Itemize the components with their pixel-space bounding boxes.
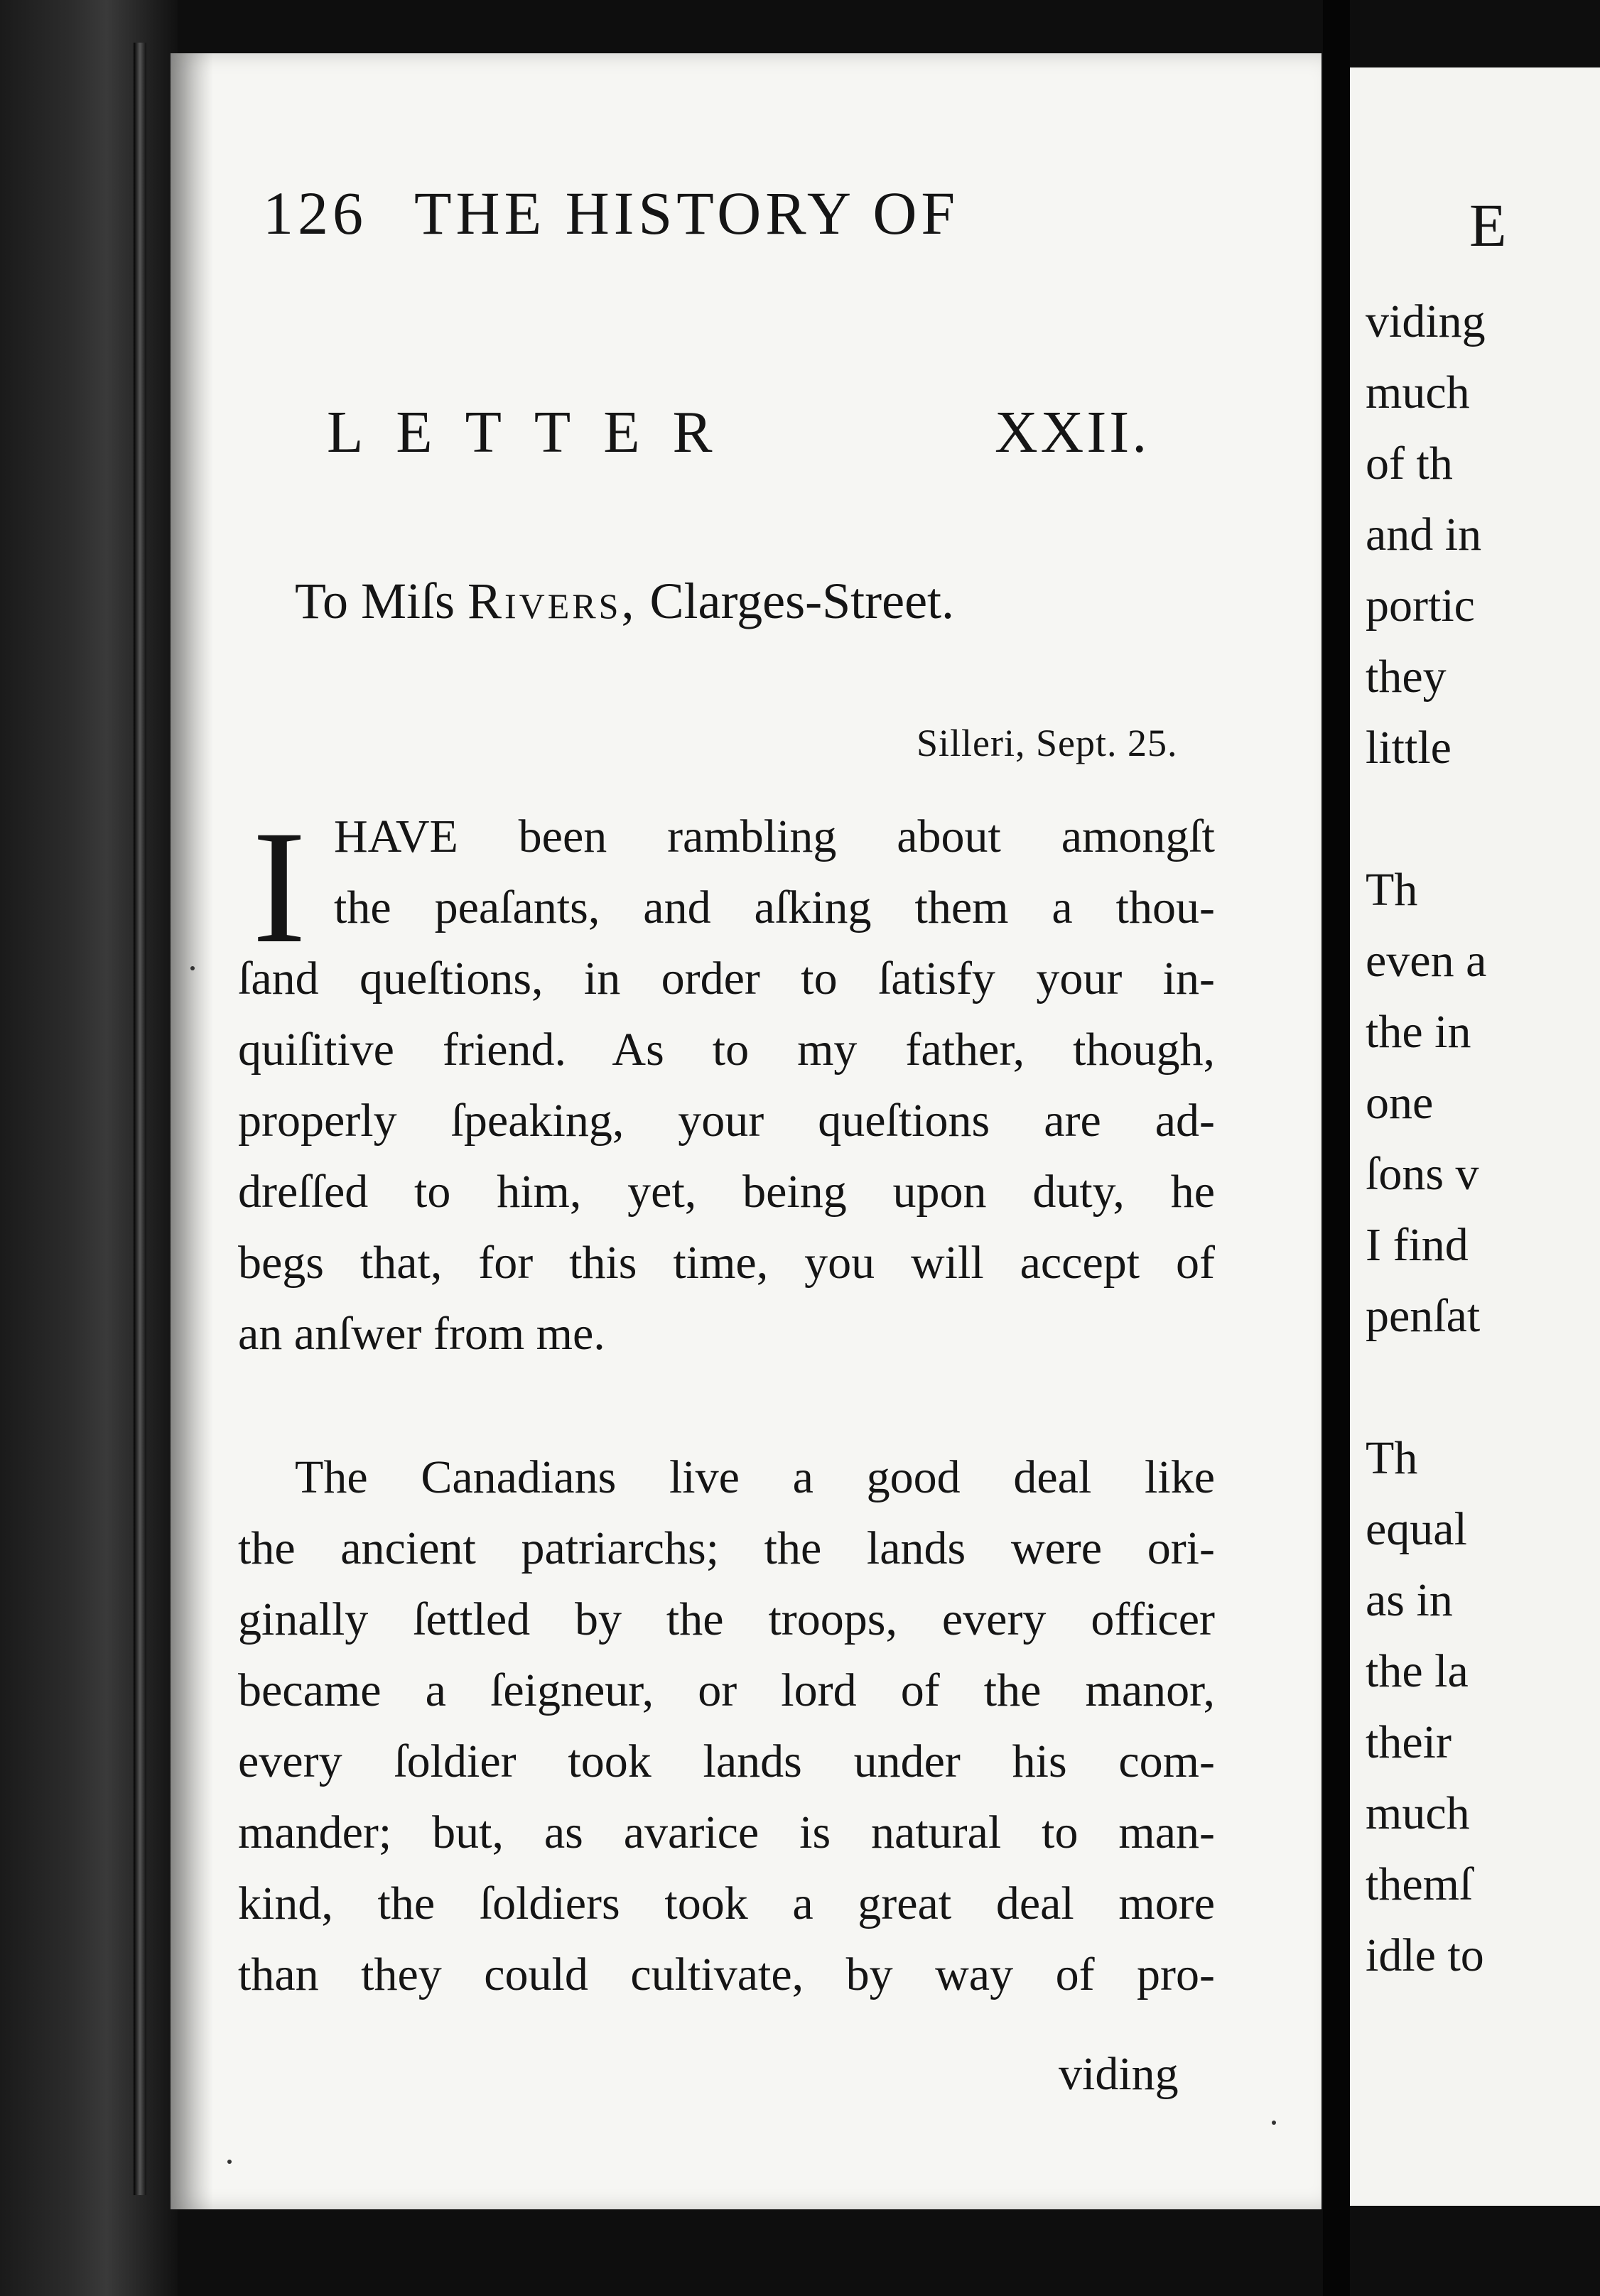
facing-line: penſat <box>1366 1290 1481 1342</box>
body-line: ſand queſtions, in order to ſatisfy your in- <box>238 953 1215 1004</box>
running-head-title: THE HISTORY OF <box>413 179 960 247</box>
facing-line: ſons v <box>1366 1148 1479 1200</box>
body-line: the peaſants, and aſking them a thou- <box>334 882 1215 933</box>
body-line: begs that, for this time, you will accept of <box>238 1237 1215 1289</box>
salutation-to: To <box>295 573 348 629</box>
dateline: Silleri, Sept. 25. <box>917 722 1178 764</box>
facing-line: Th <box>1366 1432 1418 1484</box>
salutation-name-b: Rivers, <box>467 573 637 629</box>
facing-page <box>1350 67 1600 2206</box>
facing-line: much <box>1366 367 1470 418</box>
facing-line: and in <box>1366 509 1482 561</box>
letter-title <box>327 398 1165 467</box>
body-line: The Canadians live a good deal like <box>295 1451 1215 1503</box>
ink-speck <box>1272 2121 1276 2125</box>
facing-line: little <box>1366 722 1452 774</box>
facing-line: Th <box>1366 864 1418 916</box>
catchword: viding <box>1059 2048 1179 2100</box>
body-line: dreſſed to him, yet, being upon duty, he <box>238 1166 1215 1218</box>
salutation-name-a: Miſs <box>360 573 455 629</box>
page-number: 126 <box>263 179 367 247</box>
drop-cap: I <box>252 798 306 977</box>
letter-title-word: LETTER <box>327 399 745 465</box>
body-line: every ſoldier took lands under his com- <box>238 1735 1215 1787</box>
facing-header-fragment: E <box>1469 191 1507 259</box>
facing-line: even a <box>1366 935 1487 987</box>
facing-line: viding <box>1366 296 1486 347</box>
body-line: kind, the ſoldiers took a great deal more <box>238 1878 1215 1929</box>
facing-line: I find <box>1366 1219 1469 1271</box>
ink-speck <box>227 2160 232 2164</box>
facing-line: one <box>1366 1077 1434 1129</box>
salutation <box>295 572 1218 631</box>
facing-line: the in <box>1366 1006 1471 1058</box>
book-binding <box>0 0 178 2296</box>
body-line: than they could cultivate, by way of pro- <box>238 1949 1215 2000</box>
body-line: mander; but, as avarice is natural to man- <box>238 1807 1215 1858</box>
body-line: properly ſpeaking, your queſtions are ad- <box>238 1095 1215 1147</box>
binding-edge <box>134 43 146 2195</box>
facing-line: themſ <box>1366 1858 1473 1910</box>
letter-title-numeral: XXII. <box>995 399 1150 465</box>
facing-line: idle to <box>1366 1929 1484 1981</box>
facing-line: as in <box>1366 1574 1453 1626</box>
body-line: quiſitive friend. As to my father, though, <box>238 1024 1215 1076</box>
facing-line: of th <box>1366 438 1453 489</box>
body-line: the ancient patriarchs; the lands were ori- <box>238 1522 1215 1574</box>
facing-line: equal <box>1366 1503 1467 1555</box>
facing-line: portic <box>1366 580 1475 632</box>
page-gutter <box>1323 0 1350 2296</box>
facing-line: they <box>1366 651 1447 703</box>
body-line: HAVE been rambling about amongſt <box>334 811 1215 862</box>
facing-line: much <box>1366 1787 1470 1839</box>
body-line: became a ſeigneur, or lord of the manor, <box>238 1664 1215 1716</box>
body-line: an anſwer from me. <box>238 1308 605 1360</box>
facing-line: the la <box>1366 1645 1469 1697</box>
body-line: ginally ſettled by the troops, every officer <box>238 1593 1215 1645</box>
salutation-address: Clarges-Street. <box>649 573 955 629</box>
ink-speck <box>190 966 195 970</box>
running-header <box>263 178 1158 256</box>
facing-line: their <box>1366 1716 1452 1768</box>
